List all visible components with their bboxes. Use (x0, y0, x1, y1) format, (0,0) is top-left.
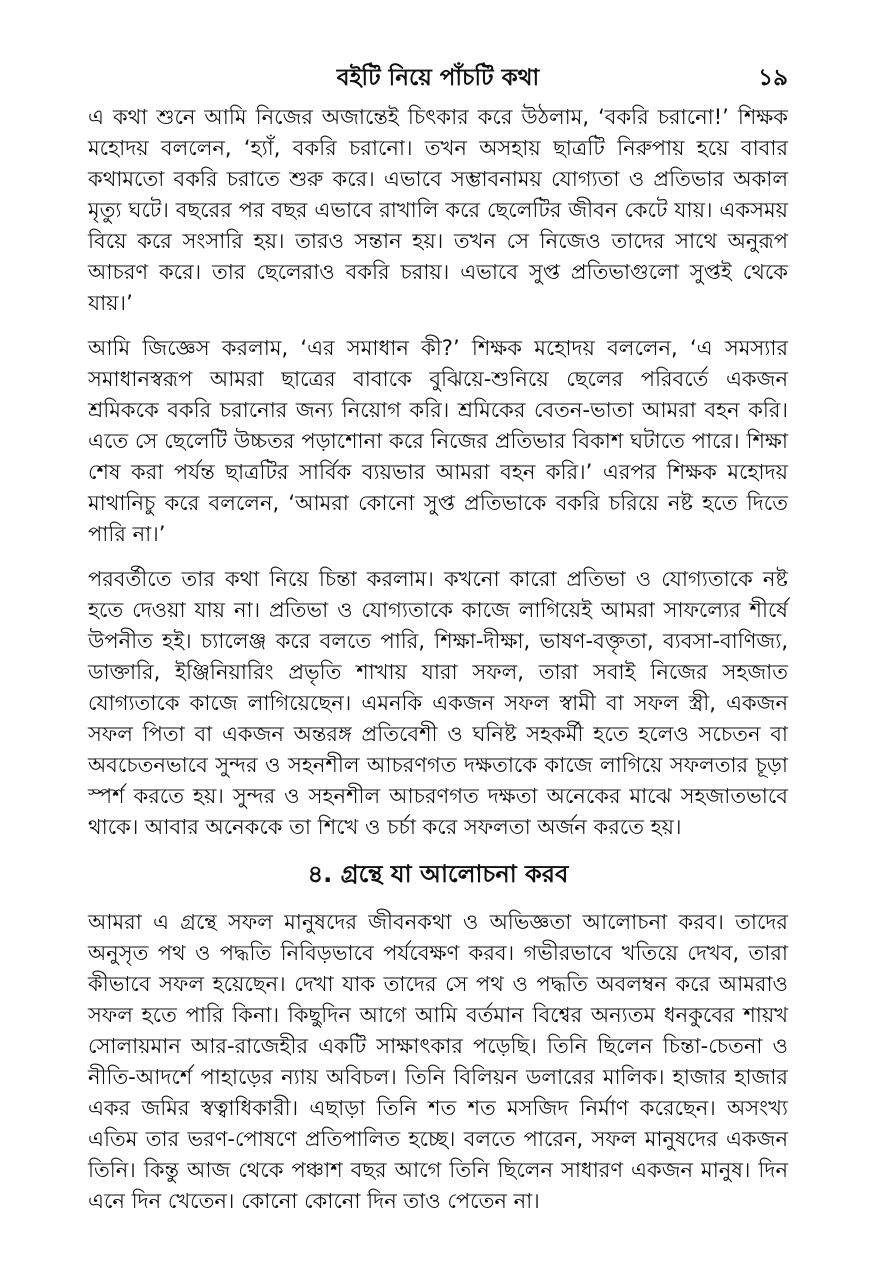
page-number: ১৯ (758, 65, 788, 91)
running-header (88, 62, 788, 102)
paragraph-book-discussion: আমরা এ গ্রন্থে সফল মানুষদের জীবনকথা ও অভিজ্ঞতা আলোচনা করব। তাদের অনুসৃত পথ ও পদ্ধতি নিবিড়ভাবে পর্যবেক্ষণ করব। গভীরভাবে খতিয়ে দেখব, তারা কীভাবে সফল হয়েছেন। দেখা যাক তাদের সে পথ ও পদ্ধতি অবলম্বন করে আমরাও সফল হতে পারি কিনা। কিছুদিন আগে আমি বর্তমান বিশ্বের অন্যতম ধনকুবের শায়খ সোলায়মান আর-রাজেহীর একটি সাক্ষাৎকার পড়েছি। তিনি ছিলেন চিন্তা-চেতনা ও নীতি-আদর্শে পাহাড়ের ন্যায় অবিচল। তিনি বিলিয়ন ডলারের মালিক। হাজার হাজার একর জমির স্বত্বাধিকারী। এছাড়া তিনি শত শত মসজিদ নির্মাণ করেছেন। অসংখ্য এতিম তার ভরণ-পোষণে প্রতিপালিত হচ্ছে। বলতে পারেন, সফল মানুষদের একজন তিনি। কিন্তু আজ থেকে পঞ্চাশ বছর আগে তিনি ছিলেন সাধারণ একজন মানুষ। দিন এনে দিন খেতেন। কোনো কোনো দিন তাও পেতেন না। (88, 910, 788, 1213)
paragraph-talent: পরবর্তীতে তার কথা নিয়ে চিন্তা করলাম। কখনো কারো প্রতিভা ও যোগ্যতাকে নষ্ট হতে দেওয়া যায় না। প্রতিভা ও যোগ্যতাকে কাজে লাগিয়েই আমরা সাফল্যের শীর্ষে উপনীত হই। চ্যালেঞ্জ করে বলতে পারি, শিক্ষা-দীক্ষা, ভাষণ-বক্তৃতা, ব্যবসা-বাণিজ্য, ডাক্তারি, ইঞ্জিনিয়ারিং প্রভৃতি শাখায় যারা সফল, তারা সবাই নিজের সহজাত যোগ্যতাকে কাজে লাগিয়েছেন। এমনকি একজন সফল স্বামী বা সফল স্ত্রী, একজন সফল পিতা বা একজন অন্তরঙ্গ প্রতিবেশী ও ঘনিষ্ট সহকর্মী হতে হলেও সচেতন বা অবচেতনভাবে সুন্দর ও সহনশীল আচরণগত দক্ষতাকে কাজে লাগিয়ে সফলতার চূড়া স্পর্শ করতে হয়। সুন্দর ও সহনশীল আচরণগত দক্ষতা অনেকের মাঝে সহজাতভাবে থাকে। আবার অনেককে তা শিখে ও চর্চা করে সফলতা অর্জন করতে হয়। (88, 567, 788, 839)
paragraph-bakri: এ কথা শুনে আমি নিজের অজান্তেই চিৎকার করে উঠলাম, ‘বকরি চরানো!’ শিক্ষক মহোদয় বললেন, ‘হ্যাঁ, বকরি চরানো। তখন অসহায় ছাত্রটি নিরুপায় হয়ে বাবার কথামতো বকরি চরাতে শুরু করে। এভাবে সম্ভাবনাময় যোগ্যতা ও প্রতিভার অকাল মৃত্যু ঘটে। বছরের পর বছর এভাবে রাখালি করে ছেলেটির জীবন কেটে যায়। একসময় বিয়ে করে সংসারি হয়। তারও সন্তান হয়। তখন সে নিজেও তাদের সাথে অনুরূপ আচরণ করে। তার ছেলেরাও বকরি চরায়। এভাবে সুপ্ত প্রতিভাগুলো সুপ্তই থেকে যায়।’ (88, 105, 788, 315)
page-body (88, 102, 788, 1231)
running-header-title: বইটি নিয়ে পাঁচটি কথা (336, 65, 540, 91)
paragraph-solution: আমি জিজ্ঞেস করলাম, ‘এর সমাধান কী?’ শিক্ষক মহোদয় বললেন, ‘এ সমস্যার সমাধানস্বরূপ আমরা ছাত্রের বাবাকে বুঝিয়ে-শুনিয়ে ছেলের পরিবর্তে একজন শ্রমিককে বকরি চরানোর জন্য নিয়োগ করি। শ্রমিকের বেতন-ভাতা আমরা বহন করি। এতে সে ছেলেটি উচ্চতর পড়াশোনা করে নিজের প্রতিভার বিকাশ ঘটাতে পারে। শিক্ষা শেষ করা পর্যন্ত ছাত্রটির সার্বিক ব্যয়ভার আমরা বহন করি।’ এরপর শিক্ষক মহোদয় মাথানিচু করে বললেন, ‘আমরা কোনো সুপ্ত প্রতিভাকে বকরি চরিয়ে নষ্ট হতে দিতে পারি না।’ (88, 336, 788, 546)
section-heading: ৪. গ্রন্থে যা আলোচনা করব (307, 860, 569, 888)
